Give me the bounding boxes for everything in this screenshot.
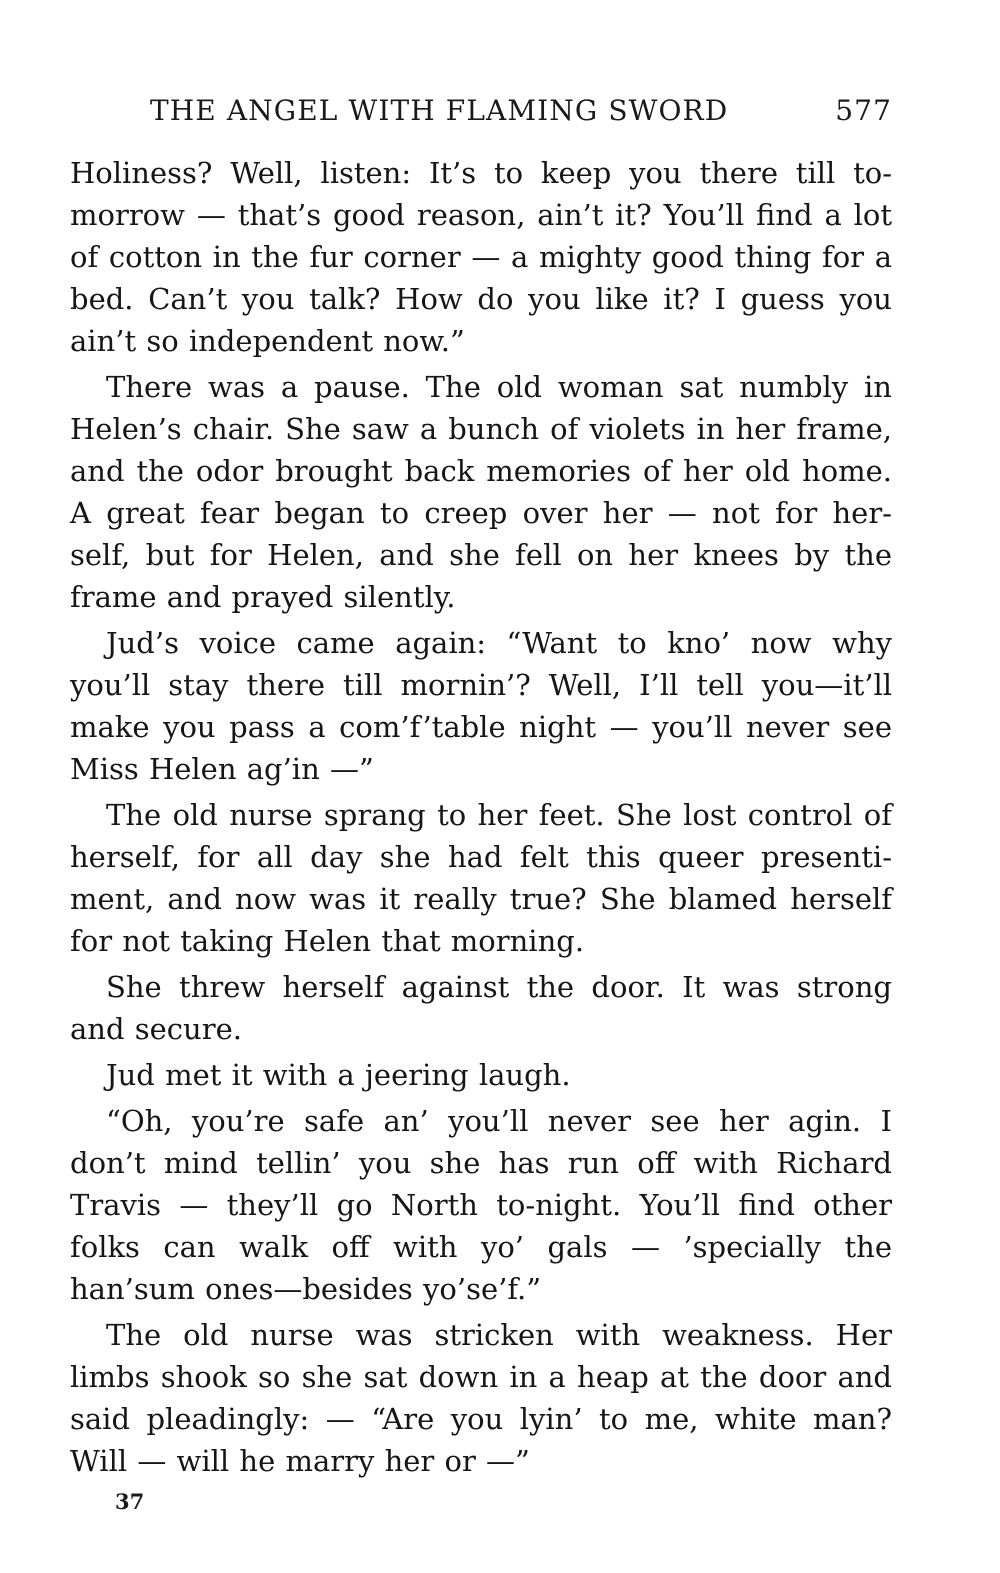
paragraph-continuation: Holiness? Well, listen: It’s to keep you there till to-morrow — that’s good reason, ain’t it? You’ll find a lot of cotton in the fur corner — a mighty good thing for a bed. Can’t you talk? How do you like it? I guess you ain’t so independent now.” <box>70 156 892 358</box>
running-head <box>150 92 892 132</box>
signature-mark: 37 <box>115 1489 145 1514</box>
running-title: THE ANGEL WITH FLAMING SWORD <box>150 94 729 127</box>
paragraph-weakness: The old nurse was stricken with weakness. Her limbs shook so she sat down in a heap at the door and said pleadingly: — “Are you lyin’ to me, white man? Will — will he marry her or —” <box>70 1318 892 1478</box>
paragraph-safe: “Oh, you’re safe an’ you’ll never see her agin. I don’t mind tellin’ you she has run off with Richard Travis — they’ll go North to-night. You’ll find other folks can walk off with yo’ gals — ’specially the han’sum ones—besides yo’se’f.” <box>70 1104 892 1306</box>
book-page <box>70 92 892 1486</box>
page-number: 577 <box>835 94 892 127</box>
paragraph-jud-voice: Jud’s voice came again: “Want to kno’ now why you’ll stay there till mornin’? Well, I’ll tell you—it’ll make you pass a com’f’table night — you’ll never see Miss Helen ag’in —” <box>70 626 892 786</box>
body-text <box>70 152 892 1482</box>
paragraph-jeering-laugh: Jud met it with a jeering laugh. <box>106 1058 571 1092</box>
paragraph-nurse-sprang: The old nurse sprang to her feet. She lost control of herself, for all day she had felt this queer presenti-ment, and now was it really true? She blamed herself for not taking Helen that morning. <box>70 798 892 958</box>
paragraph-pause: There was a pause. The old woman sat numbly in Helen’s chair. She saw a bunch of violets in her frame, and the odor brought back memories of her old home. A great fear began to creep over her — not for her-self, but for Helen, and she fell on her knees by the frame and prayed silently. <box>70 370 892 614</box>
paragraph-threw-herself: She threw herself against the door. It was strong and secure. <box>70 970 892 1046</box>
